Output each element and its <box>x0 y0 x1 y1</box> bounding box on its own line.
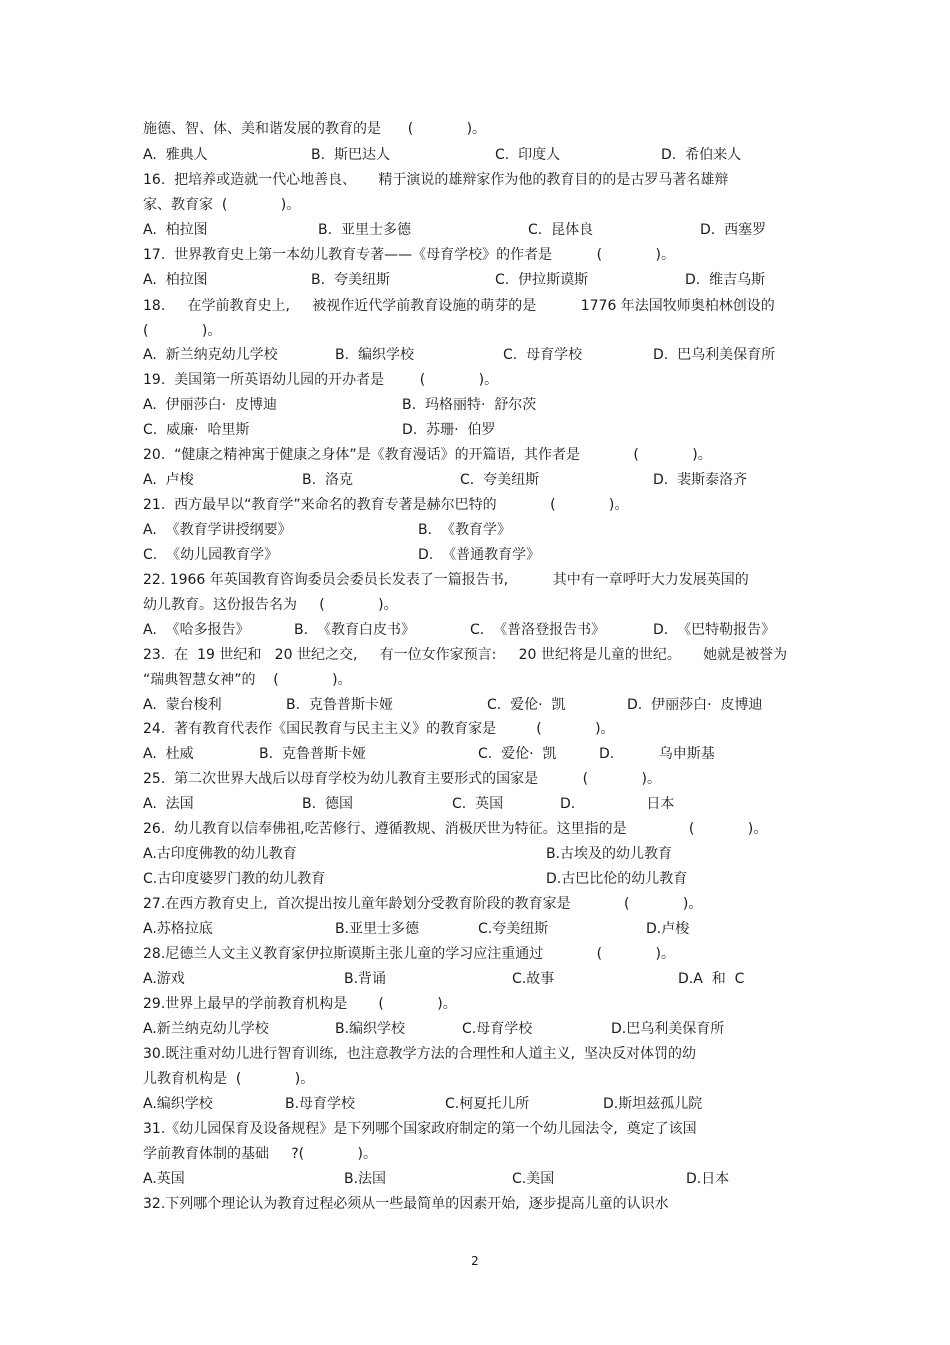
question-line: 28.尼德兰人文主义教育家伊拉斯谟斯主张儿童的学习应注重通过 ( )。 <box>143 946 675 962</box>
answer-option: D. 巴乌利美保育所 <box>653 347 776 363</box>
question-line: 29.世界上最早的学前教育机构是 ( )。 <box>143 996 457 1012</box>
answer-option: B. 玛格丽特· 舒尔茨 <box>402 397 537 413</box>
answer-option: B. 斯巴达人 <box>311 147 390 163</box>
answer-option: C.美国 <box>512 1171 555 1187</box>
question-line: 施德、智、体、美和谐发展的教育的是 ( )。 <box>143 121 487 137</box>
answer-option: A. 《哈多报告》 <box>143 622 250 638</box>
question-line: 24. 著有教育代表作《国民教育与民主主义》的教育家是 ( )。 <box>143 721 615 737</box>
question-line: 26. 幼儿教育以信奉佛祖,吃苦修行、遵循教规、消极厌世为特征。这里指的是 ( )。 <box>143 821 768 837</box>
answer-option: D. 《普通教育学》 <box>418 547 541 563</box>
answer-option: A. 雅典人 <box>143 147 208 163</box>
answer-option: D. 伊丽莎白· 皮博迪 <box>627 697 763 713</box>
question-line: 幼儿教育。这份报告名为 ( )。 <box>143 597 398 613</box>
answer-option: D.日本 <box>686 1171 730 1187</box>
question-line: 23. 在 19 世纪和 20 世纪之交, 有一位女作家预言: 20 世纪将是儿童的世纪。 她就是被誉为 <box>143 647 788 663</box>
answer-option: D. 维吉乌斯 <box>685 272 766 288</box>
answer-option: A. 卢梭 <box>143 472 194 488</box>
answer-option: C. 夸美纽斯 <box>460 472 540 488</box>
answer-option: B.亚里士多德 <box>335 921 420 937</box>
answer-option: D. 日本 <box>560 796 675 812</box>
answer-option: B. 德国 <box>302 796 353 812</box>
answer-option: D. 西塞罗 <box>700 222 767 238</box>
answer-option: A. 蒙台梭利 <box>143 697 222 713</box>
answer-option: A.苏格拉底 <box>143 921 213 937</box>
question-line: 31.《幼儿园保育及设备规程》是下列哪个国家政府制定的第一个幼儿园法令, 奠定了该国 <box>143 1121 697 1137</box>
answer-option: C. 爱伦· 凯 <box>487 697 566 713</box>
question-line: 学前教育体制的基础 ?( )。 <box>143 1146 378 1162</box>
answer-option: D.巴乌利美保育所 <box>611 1021 725 1037</box>
question-line: 家、教育家 ( )。 <box>143 197 301 213</box>
question-line: 22. 1966 年英国教育咨询委员会委员长发表了一篇报告书, 其中有一章呼吁大力发展英国的 <box>143 572 749 588</box>
question-line: 30.既注重对幼儿进行智育训练, 也注意教学方法的合理性和人道主义, 坚决反对体罚的幼 <box>143 1046 696 1062</box>
answer-option: B. 克鲁普斯卡娅 <box>286 697 393 713</box>
question-line: “瑞典智慧女神”的 ( )。 <box>143 672 352 688</box>
answer-option: D.古巴比伦的幼儿教育 <box>546 871 688 887</box>
answer-option: C. 《普洛登报告书》 <box>470 622 606 638</box>
answer-option: D. 乌申斯基 <box>599 746 715 762</box>
answer-option: C.古印度婆罗门教的幼儿教育 <box>143 871 326 887</box>
answer-option: C. 昆体良 <box>528 222 594 238</box>
answer-option: A. 柏拉图 <box>143 272 208 288</box>
answer-option: A.游戏 <box>143 971 185 987</box>
answer-option: D. 希伯来人 <box>661 147 742 163</box>
answer-option: C. 英国 <box>452 796 504 812</box>
answer-option: B.背诵 <box>344 971 387 987</box>
answer-option: C. 印度人 <box>495 147 561 163</box>
answer-option: B.法国 <box>344 1171 387 1187</box>
question-line: 32.下列哪个理论认为教育过程必须从一些最简单的因素开始, 逐步提高儿童的认识水 <box>143 1196 669 1212</box>
question-line: ( )。 <box>143 323 222 339</box>
answer-option: C. 伊拉斯谟斯 <box>495 272 589 288</box>
answer-option: A. 法国 <box>143 796 194 812</box>
answer-option: D. 苏珊· 伯罗 <box>402 422 496 438</box>
answer-option: C.夸美纽斯 <box>478 921 549 937</box>
answer-option: A. 杜威 <box>143 746 194 762</box>
answer-option: C.柯夏托儿所 <box>445 1096 530 1112</box>
answer-option: A.古印度佛教的幼儿教育 <box>143 846 297 862</box>
answer-option: B. 《教育学》 <box>418 522 511 538</box>
answer-option: B.古埃及的幼儿教育 <box>546 846 673 862</box>
question-line: 17. 世界教育史上第一本幼儿教育专著——《母育学校》的作者是 ( )。 <box>143 247 675 263</box>
answer-option: D.斯坦兹孤儿院 <box>603 1096 703 1112</box>
question-line: 20. “健康之精神寓于健康之身体”是《教育漫话》的开篇语, 其作者是 ( )。 <box>143 447 712 463</box>
answer-option: C. 爱伦· 凯 <box>478 746 557 762</box>
question-line: 27.在西方教育史上, 首次提出按儿童年龄划分受教育阶段的教育家是 ( )。 <box>143 896 703 912</box>
answer-option: B. 夸美纽斯 <box>311 272 390 288</box>
answer-option: B. 编织学校 <box>335 347 414 363</box>
answer-option: D. 裴斯泰洛齐 <box>653 472 748 488</box>
answer-option: D. 《巴特勒报告》 <box>653 622 776 638</box>
answer-option: B. 洛克 <box>302 472 353 488</box>
answer-option: A.英国 <box>143 1171 185 1187</box>
answer-option: A.编织学校 <box>143 1096 213 1112</box>
answer-option: C.故事 <box>512 971 555 987</box>
answer-option: D.卢梭 <box>646 921 690 937</box>
answer-option: C. 威廉· 哈里斯 <box>143 422 250 438</box>
answer-option: C. 母育学校 <box>503 347 583 363</box>
answer-option: D.A 和 C <box>678 971 745 987</box>
answer-option: B. 克鲁普斯卡娅 <box>259 746 366 762</box>
answer-option: A. 新兰纳克幼儿学校 <box>143 347 278 363</box>
answer-option: B. 亚里士多德 <box>318 222 411 238</box>
answer-option: C.母育学校 <box>462 1021 533 1037</box>
question-line: 21. 西方最早以“教育学”来命名的教育专著是赫尔巴特的 ( )。 <box>143 497 629 513</box>
answer-option: A. 伊丽莎白· 皮博迪 <box>143 397 278 413</box>
question-line: 19. 美国第一所英语幼儿园的开办者是 ( )。 <box>143 372 499 388</box>
answer-option: C. 《幼儿园教育学》 <box>143 547 279 563</box>
question-line: 25. 第二次世界大战后以母育学校为幼儿教育主要形式的国家是 ( )。 <box>143 771 661 787</box>
question-line: 儿教育机构是 ( )。 <box>143 1071 315 1087</box>
page-number: 2 <box>471 1254 479 1268</box>
answer-option: A. 《教育学讲授纲要》 <box>143 522 292 538</box>
answer-option: B.母育学校 <box>285 1096 356 1112</box>
answer-option: A. 柏拉图 <box>143 222 208 238</box>
question-line: 18. 在学前教育史上, 被视作近代学前教育设施的萌芽的是 1776 年法国牧师奥柏林创设的 <box>143 298 775 314</box>
answer-option: B. 《教育白皮书》 <box>294 622 415 638</box>
answer-option: B.编织学校 <box>335 1021 406 1037</box>
answer-option: A.新兰纳克幼儿学校 <box>143 1021 269 1037</box>
question-line: 16. 把培养或造就一代心地善良、 精于演说的雄辩家作为他的教育目的的是古罗马著名雄辩 <box>143 172 729 188</box>
